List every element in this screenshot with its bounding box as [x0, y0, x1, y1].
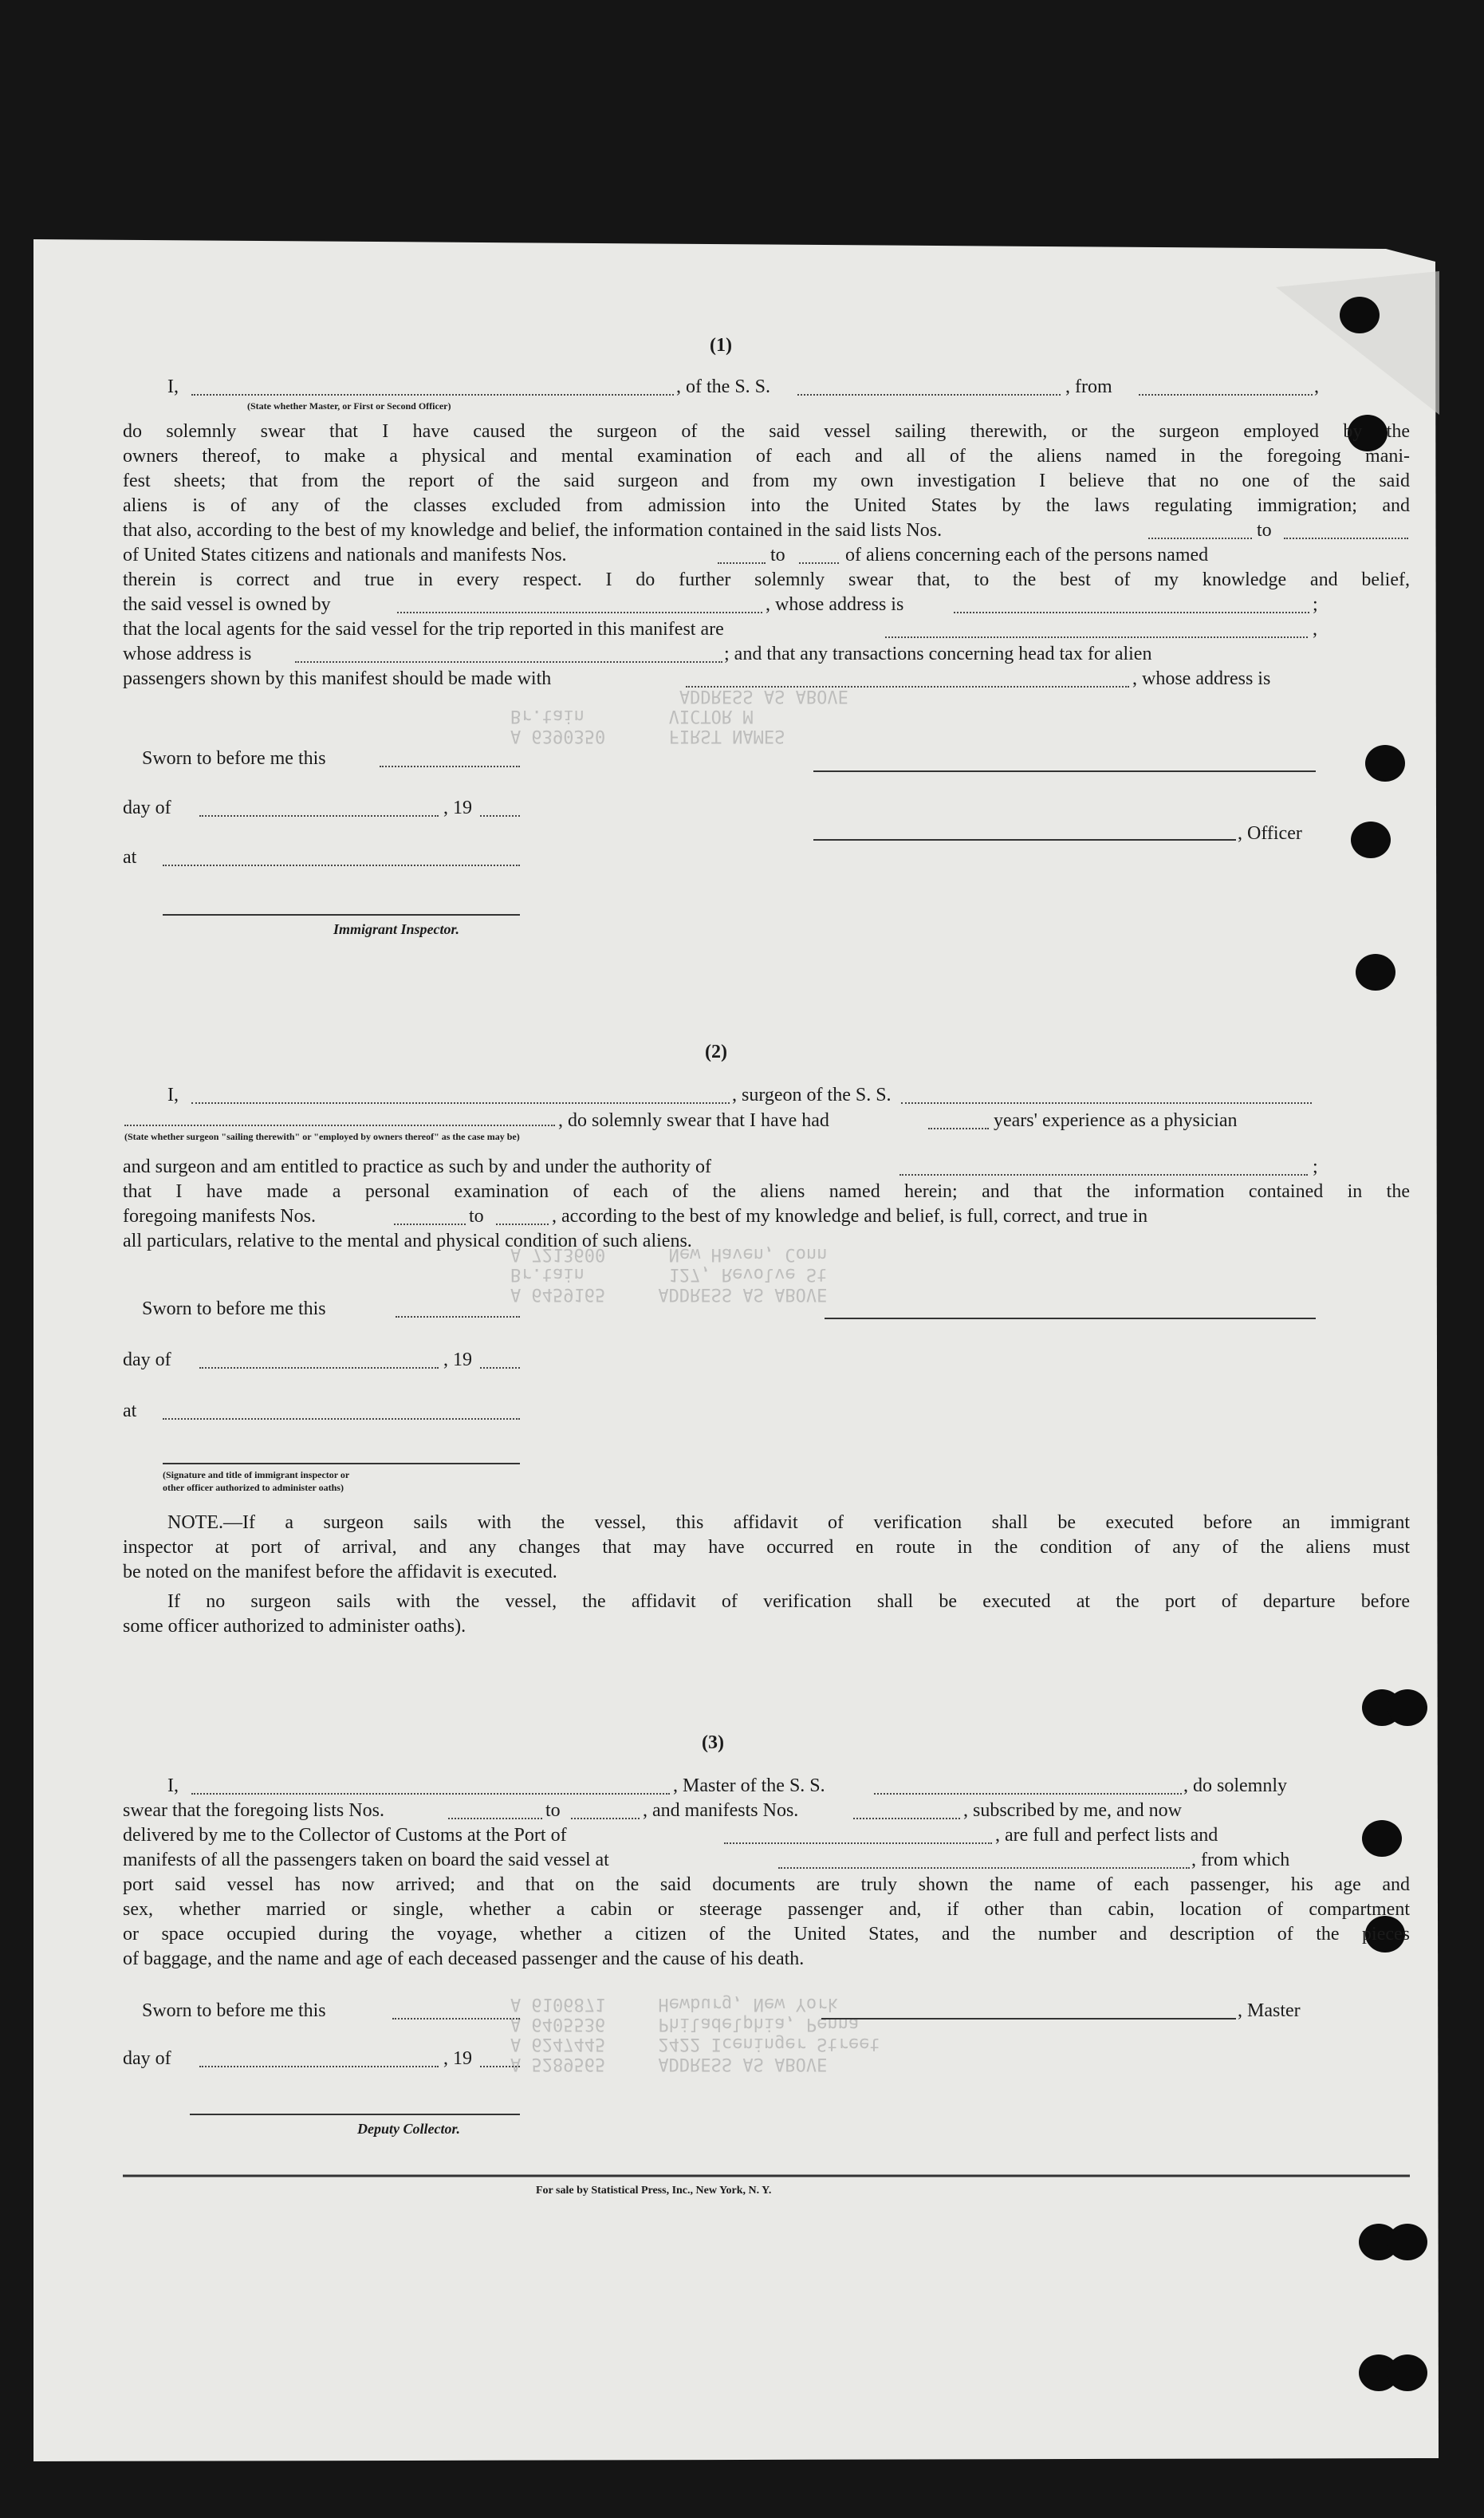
- sworn-label: Sworn to before me this: [142, 748, 326, 769]
- manifests-to-field[interactable]: [799, 562, 839, 564]
- oath-line: owners thereof, to make a physical and mental examination of each and all of the aliens named in the foregoing mani-: [123, 446, 1410, 467]
- month-field[interactable]: [199, 1367, 439, 1369]
- lists-to-field[interactable]: [1284, 538, 1408, 539]
- address-signature-line[interactable]: [813, 770, 1316, 772]
- punch-hole-icon: [1388, 2224, 1427, 2260]
- place-field[interactable]: [163, 1418, 520, 1420]
- manifests-label: foregoing manifests Nos.: [123, 1206, 316, 1227]
- embark-label: manifests of all the passengers taken on board the said vessel at: [123, 1850, 609, 1870]
- oath-line: the said vessel is owned by: [123, 594, 331, 615]
- to-label: to: [1257, 520, 1272, 541]
- subscribed-text: , subscribed by me, and now: [963, 1800, 1182, 1821]
- collector-port-label: delivered by me to the Collector of Customs at the Port of: [123, 1825, 567, 1846]
- note-line: NOTE.—If a surgeon sails with the vessel, this affidavit of verification shall be executed before an immigrant: [167, 1512, 1410, 1533]
- punch-hole-icon: [1365, 745, 1405, 782]
- surgeon-type-field[interactable]: [124, 1125, 555, 1126]
- surgeon-name-field[interactable]: [191, 1102, 730, 1104]
- whose-address-label: , whose address is: [1132, 668, 1271, 689]
- year-label: , 19: [443, 798, 472, 818]
- master-name-field[interactable]: [191, 1793, 670, 1795]
- semicolon: ,: [1313, 619, 1317, 640]
- master-vessel-field[interactable]: [874, 1793, 1182, 1795]
- to-label: to: [545, 1800, 561, 1821]
- officer-signature-line[interactable]: [813, 839, 1236, 841]
- port-field[interactable]: [724, 1842, 992, 1844]
- to-label: to: [770, 545, 785, 565]
- year-label: , 19: [443, 1350, 472, 1370]
- day-of-label: day of: [123, 2048, 171, 2069]
- inspector-signature-line[interactable]: [163, 914, 520, 916]
- signature-caption: (Signature and title of immigrant inspector or: [163, 1469, 350, 1480]
- surgeon-oath-text: , do solemnly swear that I have had: [558, 1110, 829, 1131]
- punch-hole-icon: [1351, 822, 1391, 858]
- punch-hole-icon: [1362, 1820, 1402, 1857]
- manifests-field[interactable]: [853, 1818, 960, 1819]
- oath-line: that the local agents for the said vessel for the trip reported in this manifest are: [123, 619, 724, 640]
- section-2-heading: (2): [705, 1042, 727, 1062]
- oath-line: therein is correct and true in every respect. I do further solemnly swear that, to the best of my knowledge and belief,: [123, 569, 1410, 590]
- sworn-label: Sworn to before me this: [142, 2000, 326, 2021]
- day-of-label: day of: [123, 798, 171, 818]
- note-line: If no surgeon sails with the vessel, the affidavit of verification shall be executed at the port of departure before: [167, 1591, 1410, 1612]
- oath-line: whose address is: [123, 644, 252, 664]
- semicolon: ;: [1313, 594, 1318, 615]
- sworn-day-field[interactable]: [396, 1316, 520, 1318]
- line-end-comma: ,: [1314, 376, 1319, 397]
- authority-field[interactable]: [899, 1174, 1308, 1176]
- bleed-through-text: A 6390350 FIRST NAMES Br.tain VICTOR M ADDRESS AS ABOVE: [510, 686, 848, 746]
- oath-line: that also, according to the best of my knowledge and belief, the information contained in the said lists Nos.: [123, 520, 943, 541]
- collector-signature-line[interactable]: [190, 2114, 520, 2115]
- section-1-heading: (1): [710, 335, 732, 356]
- officer-line-label: I,: [167, 376, 179, 397]
- to-label: to: [469, 1206, 484, 1227]
- semicolon: ;: [1313, 1157, 1318, 1177]
- day-of-label: day of: [123, 1350, 171, 1370]
- lists-to-field[interactable]: [571, 1818, 640, 1819]
- at-label: at: [123, 847, 137, 868]
- bleed-through-text: A 6459165 ADDRESS AS ABOVE Br.tain 127, Revolve St A 7213600 New Haven, Conn: [510, 1244, 828, 1304]
- master-oath-line: or space occupied during the voyage, whether a citizen of the United States, and the number and description of the pieces: [123, 1924, 1410, 1945]
- year-field[interactable]: [480, 2066, 520, 2067]
- years-label: years' experience as a physician: [994, 1110, 1238, 1131]
- place-field[interactable]: [163, 865, 520, 866]
- punch-hole-icon: [1356, 954, 1395, 991]
- oath-line: do solemnly swear that I have caused the surgeon of the said vessel sailing therewith, or the surgeon employed by the: [123, 421, 1410, 442]
- lists-label: swear that the foregoing lists Nos.: [123, 1800, 384, 1821]
- month-field[interactable]: [199, 815, 439, 817]
- surgeon-line-label: I,: [167, 1085, 179, 1105]
- bleed-through-text: A 5289565 ADDRESS AS ABOVE A 6247445 2422 Iceninger Street A 6405536 Philadelphia, Penna A 6106871 Hewburg, New York: [510, 1994, 880, 2074]
- embark-port-field[interactable]: [778, 1867, 1190, 1869]
- surgeon-signature-line[interactable]: [825, 1318, 1316, 1319]
- authority-text: and surgeon and am entitled to practice as such by and under the authority of: [123, 1157, 711, 1177]
- master-oath-line: port said vessel has now arrived; and that on the said documents are truly shown the name of each passenger, his age and: [123, 1874, 1410, 1895]
- punch-hole-icon: [1340, 297, 1380, 333]
- master-label: , Master: [1238, 2000, 1301, 2021]
- head-tax-agent-field[interactable]: [686, 686, 1129, 688]
- oath-line: of United States citizens and nationals and manifests Nos.: [123, 545, 567, 565]
- signature-caption: other officer authorized to administer oaths): [163, 1482, 344, 1493]
- years-experience-field[interactable]: [928, 1128, 989, 1129]
- head-tax-text: ; and that any transactions concerning head tax for alien: [724, 644, 1152, 664]
- master-signature-line[interactable]: [821, 2018, 1236, 2020]
- surgeon-vessel-field[interactable]: [901, 1102, 1312, 1104]
- sworn-day-field[interactable]: [380, 766, 520, 767]
- oath-line: aliens is of any of the classes excluded from admission into the United States by the laws regulating immigration; and: [123, 495, 1410, 516]
- officer-rank-caption: (State whether Master, or First or Second Officer): [247, 400, 451, 412]
- surgeon-of-label: , surgeon of the S. S.: [732, 1085, 892, 1105]
- agents-address-field[interactable]: [295, 661, 722, 663]
- section-3-heading: (3): [702, 1732, 724, 1753]
- vessel-name-field[interactable]: [797, 394, 1061, 396]
- year-field[interactable]: [480, 1367, 520, 1369]
- sworn-label: Sworn to before me this: [142, 1298, 326, 1319]
- note-line: inspector at port of arrival, and any changes that may have occurred en route in the condition of any of the aliens must: [123, 1537, 1410, 1558]
- full-perfect-text: , are full and perfect lists and: [995, 1825, 1218, 1846]
- officer-name-field[interactable]: [191, 394, 674, 396]
- note-line: be noted on the manifest before the affidavit is executed.: [123, 1562, 557, 1582]
- oath-line: fest sheets; that from the report of the said surgeon and from my own investigation I believe that no one of the said: [123, 471, 1410, 491]
- master-of-label: , Master of the S. S.: [673, 1775, 825, 1796]
- master-oath-line: of baggage, and the name and age of each deceased passenger and the cause of his death.: [123, 1949, 805, 1969]
- manifests-label: , and manifests Nos.: [643, 1800, 799, 1821]
- surgeon-type-caption: (State whether surgeon "sailing therewith" or "employed by owners thereof" as the case may be): [124, 1131, 520, 1142]
- at-label: at: [123, 1401, 137, 1421]
- officer-label: , Officer: [1238, 823, 1302, 844]
- lists-from-field[interactable]: [448, 1818, 542, 1819]
- inspector-caption: Immigrant Inspector.: [333, 921, 460, 937]
- from-port-field[interactable]: [1139, 394, 1313, 396]
- punch-hole-icon: [1388, 2354, 1427, 2391]
- oath-line-tail: of aliens concerning each of the persons named: [845, 545, 1209, 565]
- collector-caption: Deputy Collector.: [357, 2121, 460, 2137]
- manifests-from-field[interactable]: [718, 562, 766, 564]
- printer-footer: For sale by Statistical Press, Inc., New York, N. Y.: [536, 2185, 772, 2197]
- surgeon-oath-line: all particulars, relative to the mental and physical condition of such aliens.: [123, 1231, 692, 1251]
- master-line-label: I,: [167, 1775, 179, 1796]
- vessel-label: , of the S. S.: [676, 376, 771, 397]
- surgeon-oath-line: , according to the best of my knowledge and belief, is full, correct, and true in: [552, 1206, 1148, 1227]
- punch-hole-icon: [1388, 1689, 1427, 1726]
- from-which-text: , from which: [1191, 1850, 1290, 1870]
- sworn-day-field[interactable]: [392, 2018, 520, 2020]
- do-solemnly-label: , do solemnly: [1183, 1775, 1287, 1796]
- year-field[interactable]: [480, 815, 520, 817]
- owner-address-field[interactable]: [954, 612, 1309, 613]
- surgeon-oath-line: that I have made a personal examination of each of the aliens named herein; and that the information contained in the: [123, 1181, 1410, 1202]
- from-label: , from: [1065, 376, 1112, 397]
- owner-field[interactable]: [397, 612, 762, 613]
- lists-from-field[interactable]: [1148, 538, 1252, 539]
- manifest-from-field[interactable]: [394, 1224, 466, 1225]
- year-label: , 19: [443, 2048, 472, 2069]
- master-oath-line: sex, whether married or single, whether a cabin or steerage passenger and, if other than cabin, location of compartment: [123, 1899, 1410, 1920]
- month-field[interactable]: [199, 2066, 439, 2067]
- manifest-to-field[interactable]: [496, 1224, 549, 1225]
- note-line: some officer authorized to administer oaths).: [123, 1616, 466, 1637]
- oath-line: passengers shown by this manifest should be made with: [123, 668, 552, 689]
- officer-signature-line[interactable]: [163, 1463, 520, 1464]
- whose-address-label: , whose address is: [766, 594, 904, 615]
- local-agents-field[interactable]: [885, 636, 1308, 638]
